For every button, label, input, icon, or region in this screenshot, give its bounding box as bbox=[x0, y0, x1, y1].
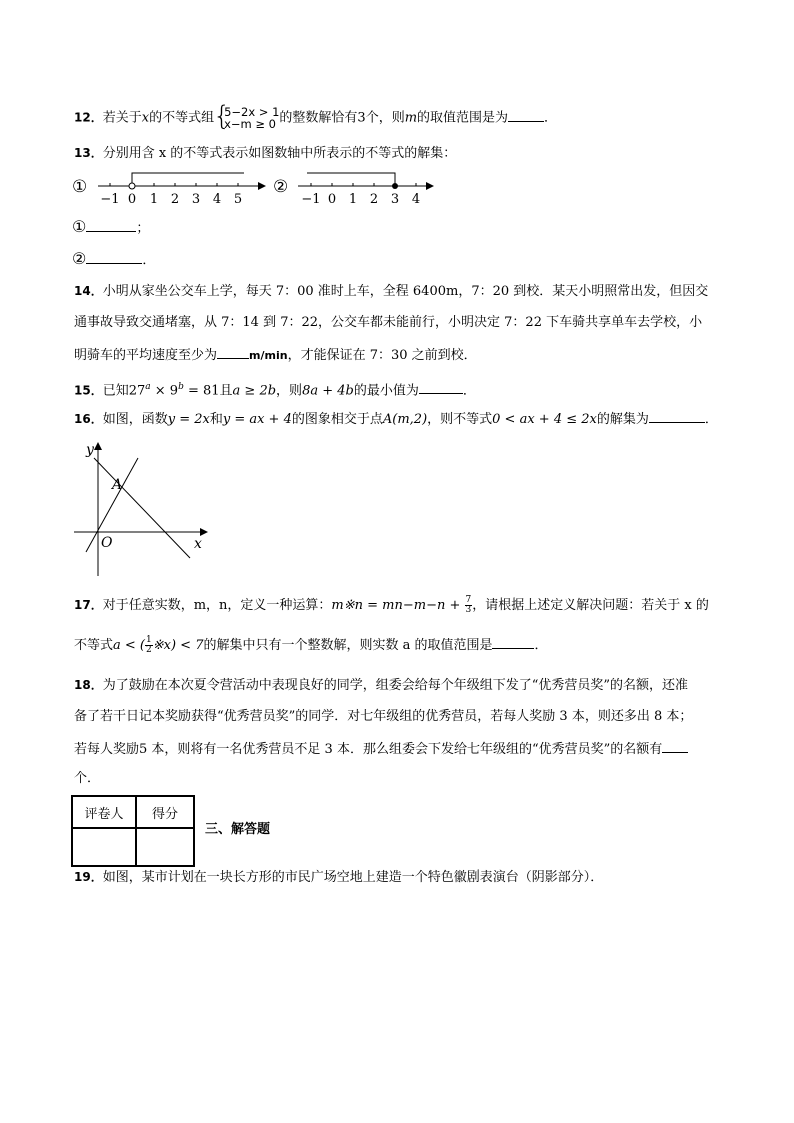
answer-blank bbox=[86, 219, 136, 232]
fraction: $\frac{7}{3}$ bbox=[465, 595, 472, 615]
question-number: 12． bbox=[74, 110, 103, 125]
answer-blank bbox=[492, 636, 534, 649]
point-a-label: A bbox=[112, 477, 123, 493]
q18-line4: 个． bbox=[74, 771, 101, 786]
q13: 13．分别用含 x 的不等式表示如图数轴中所表示的不等式的解集： bbox=[74, 146, 457, 161]
inequality-system: { 5−2x > 1 x−m ≥ 0 bbox=[213, 101, 280, 132]
q13-fig1-label: ① bbox=[72, 177, 88, 197]
svg-text:0: 0 bbox=[327, 192, 337, 207]
q16: 16．如图，函数y = 2x和y = ax + 4的图象相交于点A(m,2)，则不等式0 < ax + 4 ≤ 2x的解集为 ． bbox=[74, 412, 718, 427]
q14-line2: 通事故导致交通堵塞，从 7：14 到 7：22，公交车都未能前行，小明决定 7：22 下车骑共享单车去学校，小 bbox=[74, 315, 703, 330]
svg-text:2: 2 bbox=[170, 192, 180, 207]
function-graph bbox=[66, 434, 216, 582]
q14-line3: 明骑车的平均速度至少为 m/min，才能保证在 7：30 之前到校． bbox=[74, 348, 477, 363]
svg-text:3: 3 bbox=[191, 192, 201, 207]
svg-text:2: 2 bbox=[369, 192, 379, 207]
svg-text:−1: −1 bbox=[301, 192, 321, 207]
score-header: 得分 bbox=[136, 796, 194, 828]
svg-text:1: 1 bbox=[348, 192, 358, 207]
q17-line2: 不等式a < ( $\frac{1}{2}$ ※x) < 7的解集中只有一个整数解，则实数 a 的取值范围是 ． bbox=[74, 635, 548, 655]
number-line-2 bbox=[298, 168, 438, 208]
svg-text:5: 5 bbox=[233, 192, 243, 207]
question-number: 17． bbox=[74, 598, 103, 612]
question-number: 18． bbox=[74, 678, 103, 692]
svg-text:−1: −1 bbox=[100, 192, 120, 207]
q12: 12．若关于x的不等式组 { 5−2x > 1 x−m ≥ 0 的整数解恰有3个，则m的取值范围是为 ． bbox=[74, 101, 558, 132]
svg-text:4: 4 bbox=[212, 192, 222, 207]
question-number: 19． bbox=[74, 870, 103, 884]
y-axis-label: y bbox=[86, 442, 94, 458]
score-cell bbox=[136, 828, 194, 866]
reviewer-cell bbox=[72, 828, 136, 866]
q17-line1: 17．对于任意实数，m，n，定义一种运算：m※n = mn−m−n + $\frac{7}{3}$ ，请根据上述定义解决问题：若关于 x 的 bbox=[74, 595, 709, 615]
q13-answer-2: ② ． bbox=[72, 249, 156, 268]
q13-fig2-label: ② bbox=[273, 177, 289, 197]
section-heading: 三、解答题 bbox=[205, 822, 271, 837]
question-number: 15． bbox=[74, 383, 103, 398]
q15: 15．已知$27^a \times 9^b = 81$且a ≥ 2b，则8a + 4b的最小值为 ． bbox=[74, 382, 476, 399]
reviewer-header: 评卷人 bbox=[72, 796, 136, 828]
q19: 19．如图，某市计划在一块长方形的市民广场空地上建造一个特色徽剧表演台（阴影部分）． bbox=[74, 870, 604, 885]
question-number: 14． bbox=[74, 284, 103, 298]
svg-text:4: 4 bbox=[411, 192, 421, 207]
origin-label: O bbox=[101, 535, 113, 551]
answer-blank bbox=[217, 346, 249, 359]
answer-blank bbox=[419, 381, 463, 394]
q18-line1: 18．为了鼓励在本次夏令营活动中表现良好的同学，组委会给每个年级组下发了“优秀营员奖”的名额，还准 bbox=[74, 678, 688, 693]
answer-blank bbox=[649, 410, 705, 423]
fraction: $\frac{1}{2}$ bbox=[146, 635, 152, 655]
score-table bbox=[71, 795, 195, 867]
q14-line1: 14．小明从家坐公交车上学，每天 7：00 准时上车，全程 6400m，7：20 到校．某天小明照常出发，但因交 bbox=[74, 284, 709, 299]
answer-blank bbox=[86, 251, 142, 264]
number-line-1 bbox=[98, 168, 268, 208]
svg-text:1: 1 bbox=[149, 192, 159, 207]
q13-answer-1: ① ； bbox=[72, 217, 150, 236]
answer-blank bbox=[662, 740, 688, 753]
svg-text:0: 0 bbox=[127, 192, 137, 207]
question-number: 13． bbox=[74, 146, 103, 160]
brace-icon: { bbox=[213, 101, 231, 132]
answer-blank bbox=[508, 109, 544, 122]
q18-line2: 备了若干日记本奖励获得“优秀营员奖”的同学．对七年级组的优秀营员，若每人奖励 3 本，则还多出 8 本； bbox=[74, 709, 693, 724]
q18-line3: 若每人奖励5 本，则将有一名优秀营员不足 3 本．那么组委会下发给七年级组的“优秀营员奖”的名额有 bbox=[74, 740, 688, 759]
question-number: 16． bbox=[74, 412, 103, 426]
svg-text:3: 3 bbox=[390, 192, 400, 207]
x-axis-label: x bbox=[194, 536, 202, 552]
